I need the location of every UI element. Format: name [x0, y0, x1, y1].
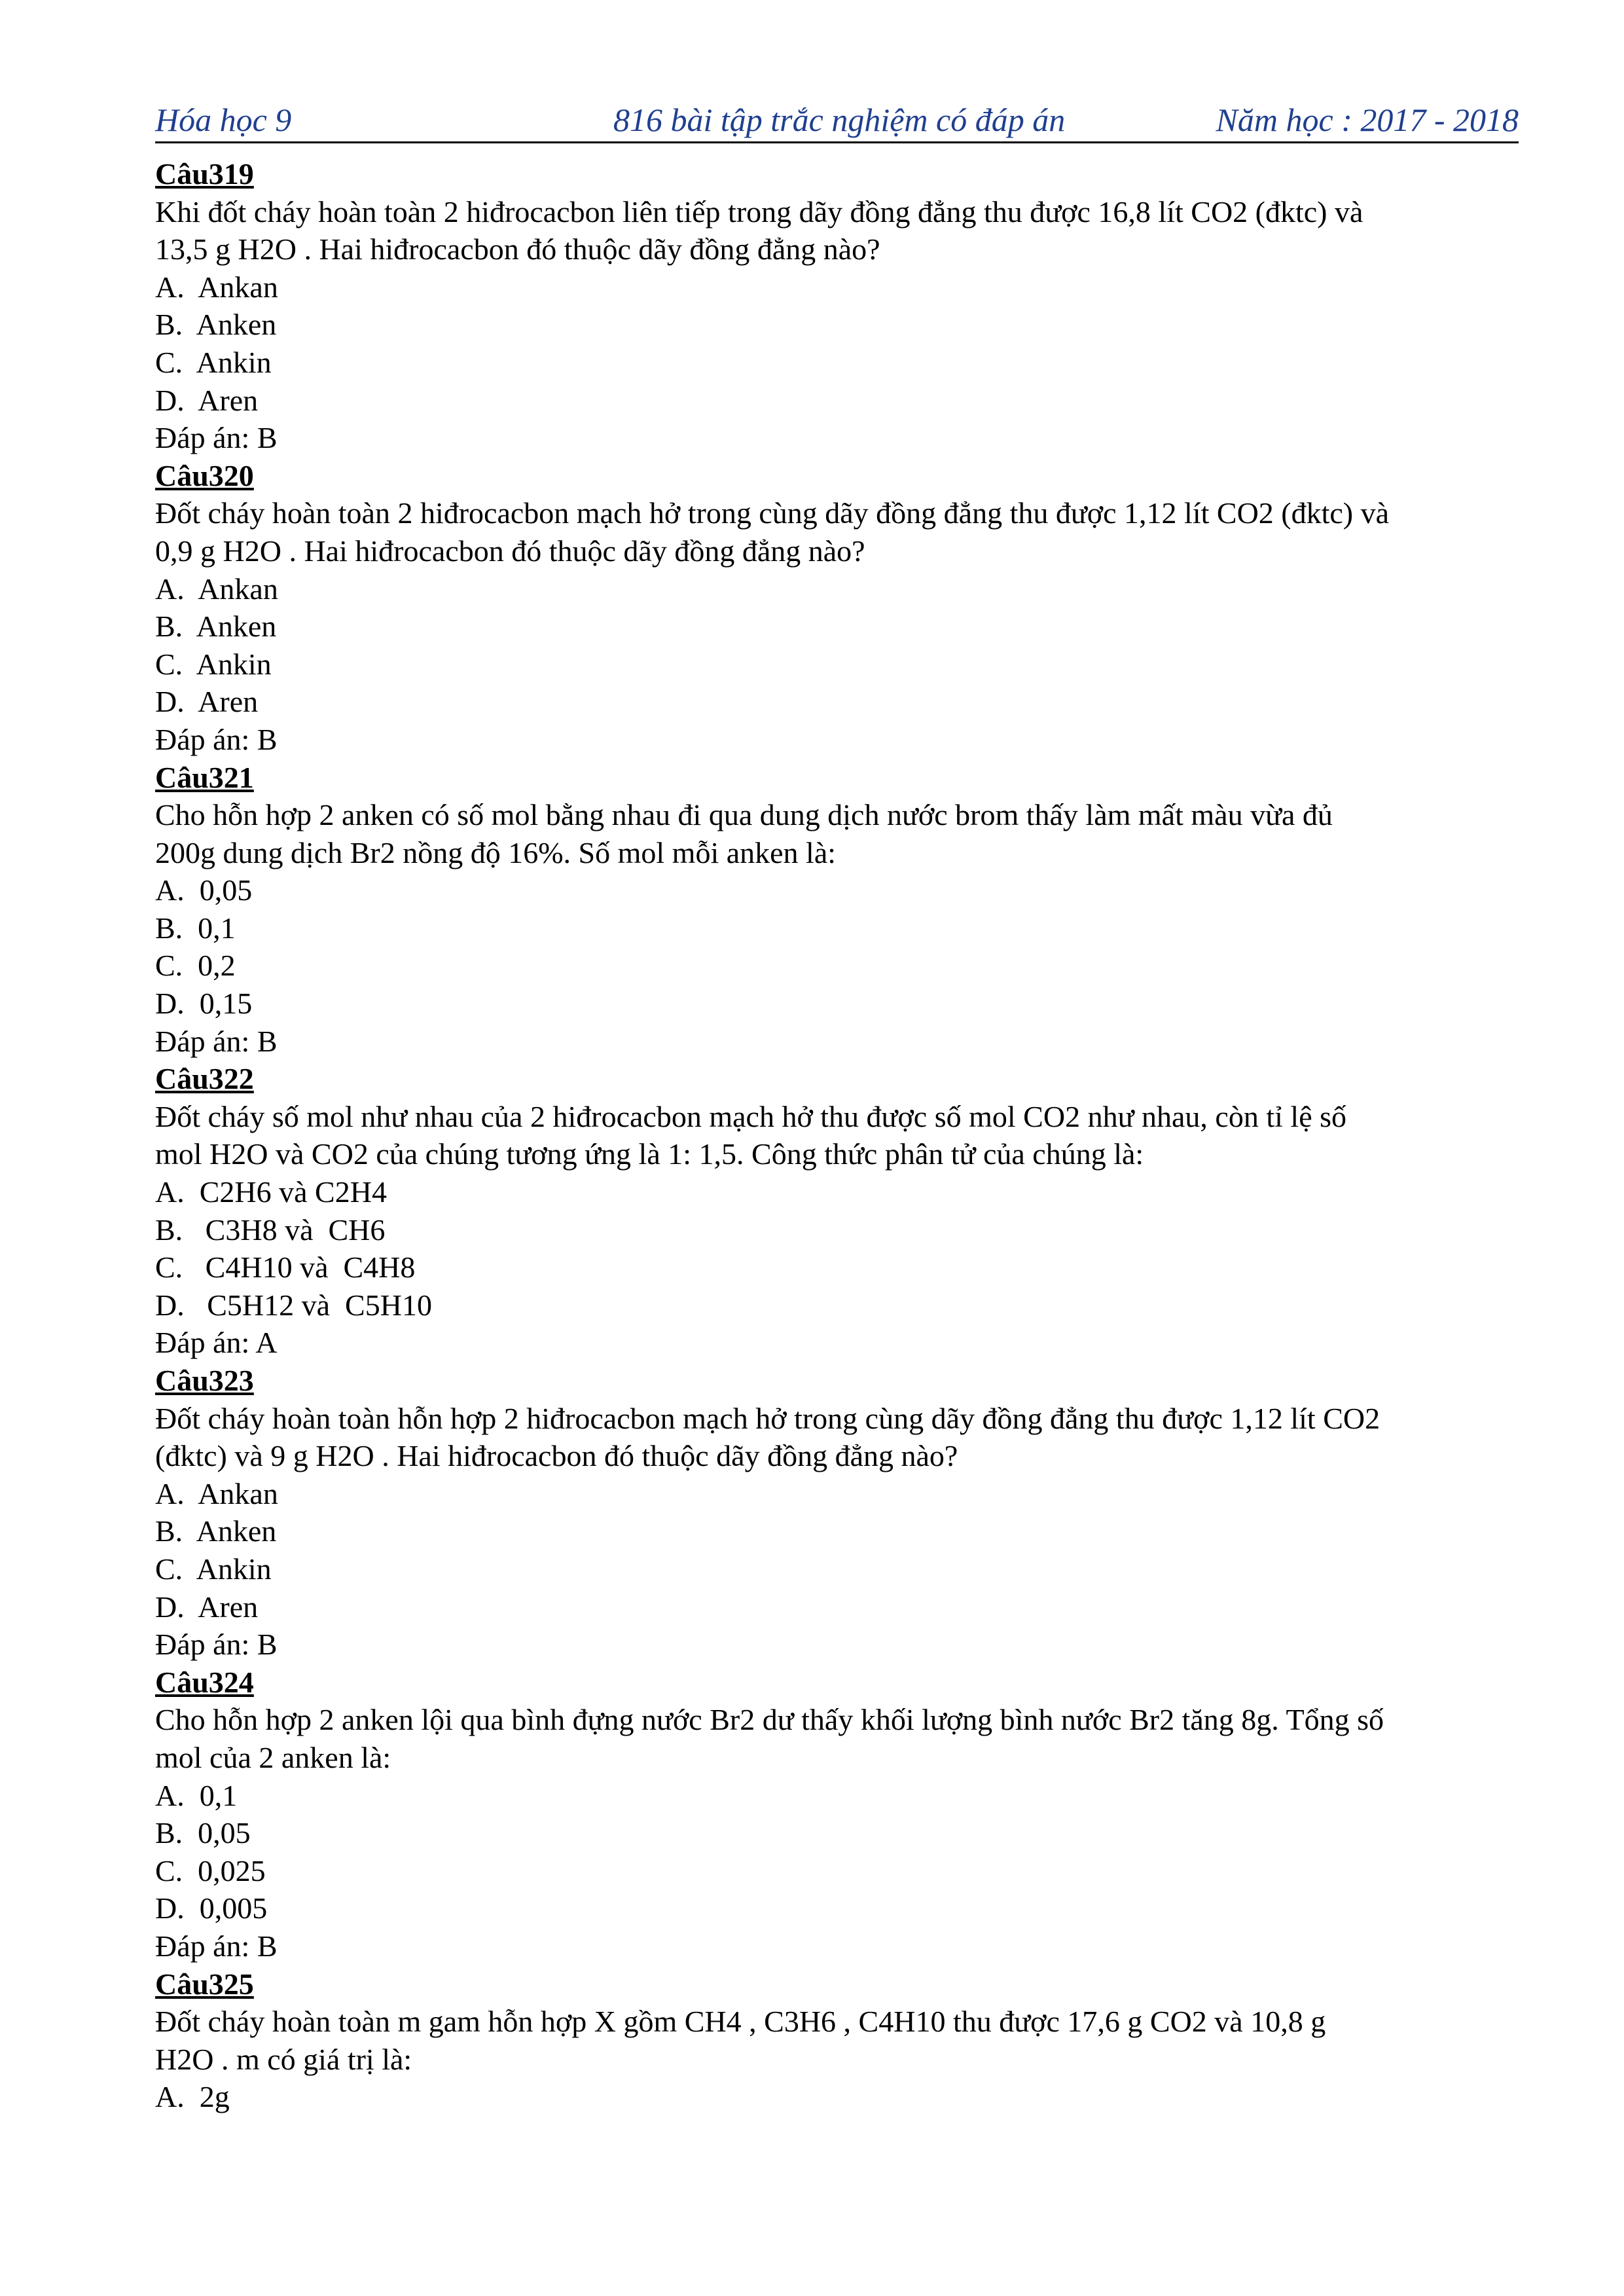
correct-answer: Đáp án: B	[155, 1024, 278, 1058]
question-text-line: Khi đốt cháy hoàn toàn 2 hiđrocacbon liên tiếp trong dãy đồng đẳng thu được 16,8 lít CO2 (đktc) và	[155, 194, 1363, 228]
question-block	[155, 1664, 1523, 1965]
answer-option: A. Ankan	[155, 1476, 278, 1510]
question-text-line: (đktc) và 9 g H2O . Hai hiđrocacbon đó thuộc dãy đồng đẳng nào?	[155, 1439, 958, 1473]
question-text-line: mol của 2 anken là:	[155, 1740, 391, 1774]
answer-option: D. Aren	[155, 685, 259, 719]
question-number: Câu324	[155, 1665, 254, 1699]
answer-option: D. 0,005	[155, 1891, 268, 1925]
question-number: Câu321	[155, 760, 254, 794]
question-number: Câu323	[155, 1364, 254, 1397]
question-list	[155, 155, 1523, 2116]
question-number: Câu320	[155, 458, 254, 492]
answer-option: B. 0,1	[155, 911, 236, 945]
answer-option: B. C3H8 và CH6	[155, 1212, 386, 1247]
header-title: 816 bài tập trắc nghiệm có đáp án	[613, 101, 1066, 138]
answer-option: A. Ankan	[155, 270, 278, 304]
answer-option: D. 0,15	[155, 987, 253, 1021]
question-block	[155, 759, 1523, 1061]
answer-option: B. Anken	[155, 610, 277, 644]
question-number: Câu322	[155, 1062, 254, 1096]
correct-answer: Đáp án: B	[155, 1929, 278, 1963]
question-number: Câu325	[155, 1967, 254, 2001]
question-text-line: H2O . m có giá trị là:	[155, 2042, 412, 2076]
question-text-line: Cho hỗn hợp 2 anken có số mol bằng nhau đi qua dung dịch nước brom thấy làm mất màu vừa đủ	[155, 798, 1333, 832]
correct-answer: Đáp án: B	[155, 1628, 278, 1662]
question-text-line: 200g dung dịch Br2 nồng độ 16%. Số mol mỗi anken là:	[155, 835, 837, 869]
question-text-line: 13,5 g H2O . Hai hiđrocacbon đó thuộc dãy đồng đẳng nào?	[155, 232, 880, 266]
answer-option: C. C4H10 và C4H8	[155, 1250, 416, 1285]
question-block	[155, 1060, 1523, 1362]
correct-answer: Đáp án: A	[155, 1326, 278, 1360]
answer-option: D. Aren	[155, 1590, 259, 1624]
question-text-line: Đốt cháy hoàn toàn m gam hỗn hợp X gồm CH4 , C3H6 , C4H10 thu được 17,6 g CO2 và 10,8 g	[155, 2005, 1326, 2039]
answer-option: C. 0,2	[155, 949, 236, 983]
correct-answer: Đáp án: B	[155, 421, 278, 455]
answer-option: C. Ankin	[155, 345, 272, 379]
question-block	[155, 457, 1523, 759]
question-text-line: Đốt cháy số mol như nhau của 2 hiđrocacbon mạch hở thu được số mol CO2 như nhau, còn tỉ lệ số	[155, 1099, 1347, 1133]
answer-option: A. Ankan	[155, 572, 278, 606]
answer-option: C. 0,025	[155, 1853, 266, 1887]
question-text-line: Đốt cháy hoàn toàn hỗn hợp 2 hiđrocacbon mạch hở trong cùng dãy đồng đẳng thu được 1,12 lít CO2	[155, 1401, 1380, 1435]
question-text-line: Cho hỗn hợp 2 anken lội qua bình đựng nước Br2 dư thấy khối lượng bình nước Br2 tăng 8g. Tổng số	[155, 1703, 1384, 1737]
page-header	[155, 98, 1519, 143]
answer-option: D. Aren	[155, 383, 259, 417]
answer-option: B. Anken	[155, 308, 277, 342]
question-block	[155, 1965, 1523, 2116]
answer-option: B. 0,05	[155, 1816, 251, 1850]
answer-option: B. Anken	[155, 1514, 277, 1548]
answer-option: A. 2g	[155, 2080, 230, 2114]
correct-answer: Đáp án: B	[155, 722, 278, 756]
answer-option: C. Ankin	[155, 647, 272, 681]
answer-option: C. Ankin	[155, 1552, 272, 1586]
answer-option: A. C2H6 và C2H4	[155, 1175, 387, 1209]
header-school-year: Năm học : 2017 - 2018	[1216, 101, 1519, 138]
answer-option: A. 0,1	[155, 1778, 238, 1812]
question-number: Câu319	[155, 157, 254, 191]
answer-option: A. 0,05	[155, 873, 253, 907]
question-block	[155, 1362, 1523, 1664]
answer-option: D. C5H12 và C5H10	[155, 1288, 432, 1322]
question-block	[155, 155, 1523, 457]
header-subject: Hóa học 9	[155, 101, 292, 138]
question-text-line: mol H2O và CO2 của chúng tương ứng là 1: 1,5. Công thức phân tử của chúng là:	[155, 1137, 1144, 1171]
question-text-line: 0,9 g H2O . Hai hiđrocacbon đó thuộc dãy đồng đẳng nào?	[155, 534, 865, 568]
question-text-line: Đốt cháy hoàn toàn 2 hiđrocacbon mạch hở trong cùng dãy đồng đẳng thu được 1,12 lít CO2 (đktc) và	[155, 496, 1390, 530]
